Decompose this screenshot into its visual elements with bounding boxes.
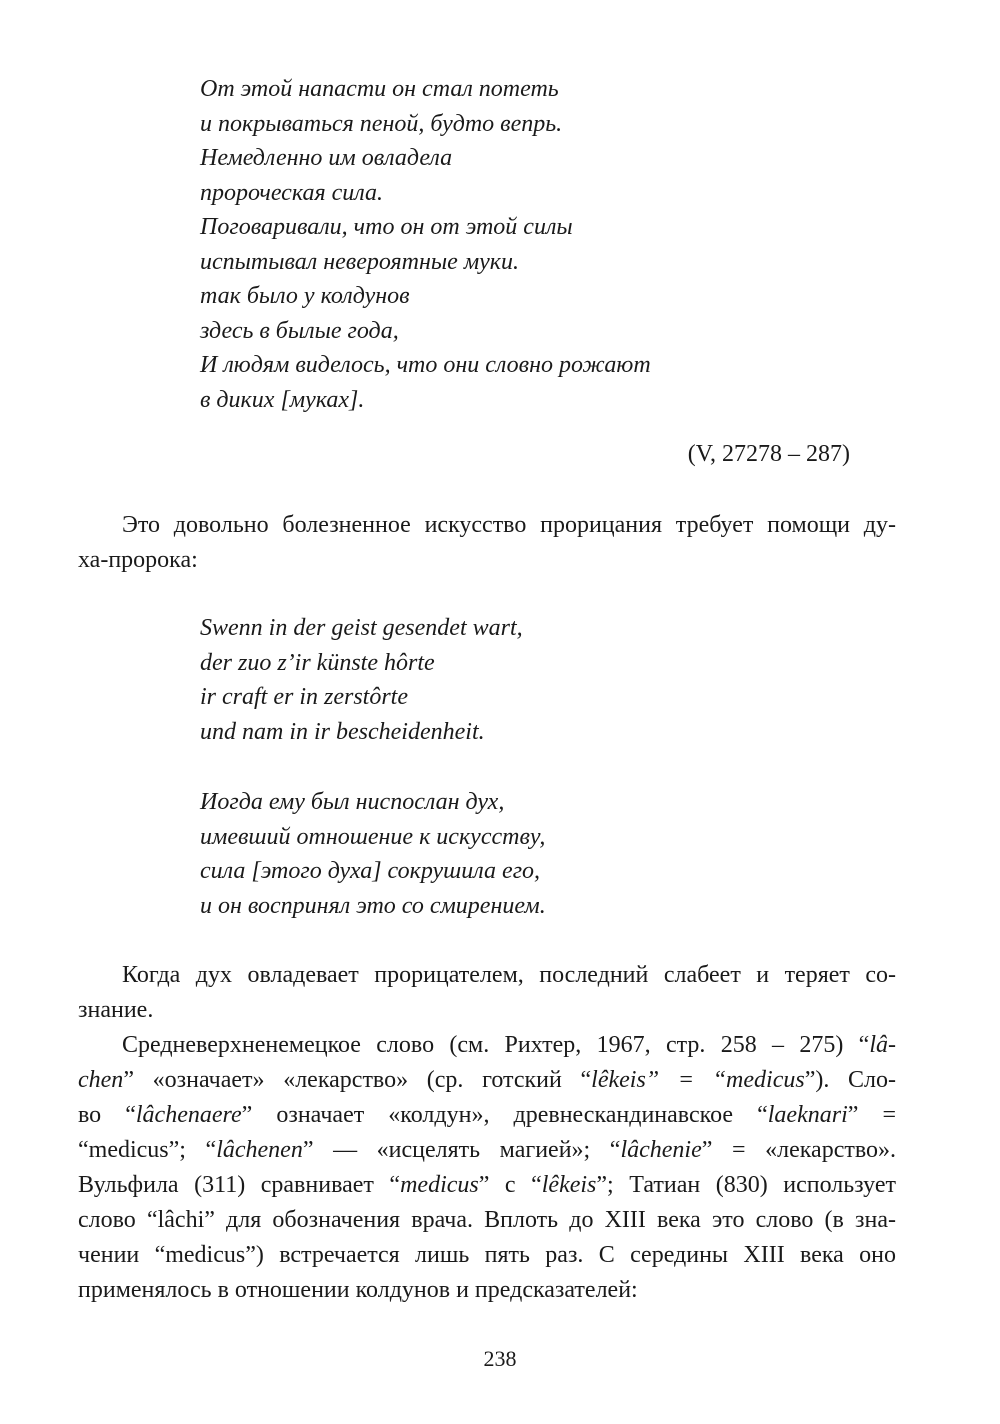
paragraph-line: знание. [78,997,154,1023]
verse-line: испытывал невероятные муки. [200,248,520,275]
paragraph-line: chen” «означает» «лекарство» (ср. готский “lêkeis” = “medicus”). Сло- [78,1067,896,1093]
verse-line: так было у колдунов [200,283,410,309]
verse-line: Немедленно им овладела [200,145,453,171]
verse-line: здесь в былые года, [200,317,399,344]
paragraph-line: Средневерхненемецкое слово (см. Рихтер, 1967, стр. 258 – 275) “lâ- [122,1032,896,1058]
paragraph-line: Когда дух овладевает прорицателем, последний слабеет и теряет со- [122,962,896,988]
paragraph-line: ха-пророка: [78,547,198,573]
verse-line: имевший отношение к искусству, [200,823,546,850]
paragraph-line: Вульфила (311) сравнивает “medicus” с “lêkeis”; Татиан (830) использует [78,1172,896,1198]
verse-line: пророческая сила. [200,179,384,206]
verse-line: und nam in ir bescheidenheit. [200,718,485,745]
verse-line: От этой напасти он стал потеть [200,76,559,102]
verse-line: в диких [муках]. [200,386,365,413]
verse-citation: (V, 27278 – 287) [687,441,850,467]
page-number: 238 [483,1346,517,1371]
verse-german [200,611,523,749]
verse-line: der zuo z’ir künste hôrte [200,649,435,676]
verse-line: Swenn in der geist gesendet wart, [200,615,523,641]
verse-russian-2 [200,785,546,923]
verse-line: ir craft er in zerstôrte [200,684,408,710]
verse-line: и покрываться пеной, будто вепрь. [200,110,563,137]
verse-line: И людям виделось, что они словно рожают [200,352,651,378]
paragraph-line: слово “lâchi” для обозначения врача. Вплоть до XIII века это слово (в зна- [78,1207,896,1233]
paragraph-line: чении “medicus”) встречается лишь пять раз. С середины XIII века оно [78,1242,896,1268]
paragraph-2 [78,958,896,1028]
paragraph-line: во “lâchenaere” означает «колдун», древнескандинавское “laeknari” = [78,1102,897,1128]
paragraph-line: применялось в отношении колдунов и предсказателей: [78,1277,638,1303]
paragraph-line: “medicus”; “lâchenen” — «исцелять магией»; “lâchenie” = «лекарство». [78,1137,896,1163]
paragraph-1 [78,508,896,578]
verse-line: сила [этого духа] сокрушила его, [200,858,541,884]
paragraph-3 [78,1028,896,1308]
verse-line: Поговаривали, что он от этой силы [200,214,573,240]
verse-line: Иогда ему был ниспослан дух, [200,789,505,815]
verse-line: и он воспринял это со смирением. [200,892,546,919]
paragraph-line: Это довольно болезненное искусство прорицания требует помощи ду- [122,512,896,538]
verse-russian-1 [200,72,651,417]
